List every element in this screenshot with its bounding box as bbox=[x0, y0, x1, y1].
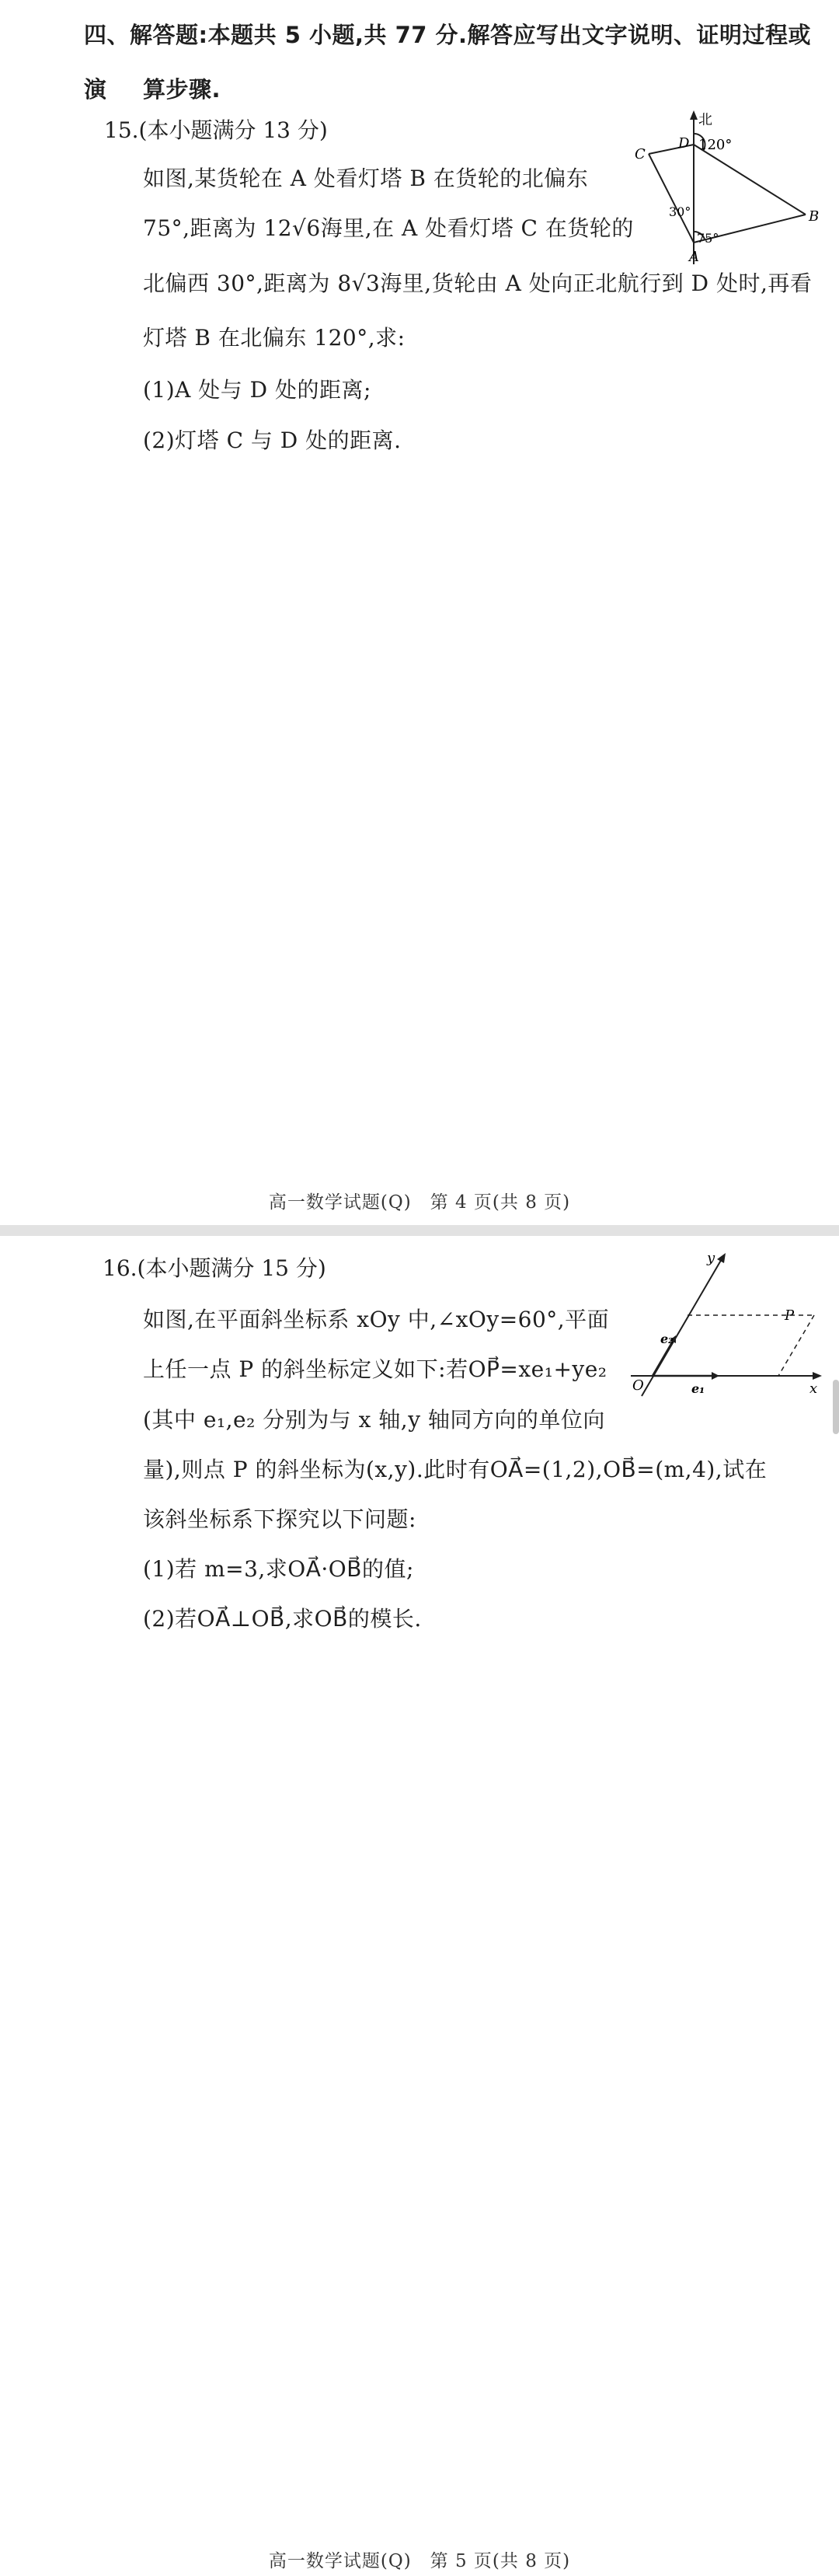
segment-DB bbox=[694, 145, 806, 215]
axis-label-x: x bbox=[809, 1380, 818, 1397]
point-label-P: P bbox=[785, 1307, 795, 1324]
x-arrowhead bbox=[813, 1372, 822, 1380]
exam-page-5 bbox=[0, 1236, 839, 2576]
e2-label: e₂ bbox=[660, 1332, 674, 1346]
point-label-C: C bbox=[635, 146, 646, 162]
point-label-A: A bbox=[689, 249, 699, 265]
angle-label-75: 75° bbox=[697, 231, 719, 246]
question-15-line: 北偏西 30°,距离为 8√3海里,货轮由 A 处向正北航行到 D 处时,再看 bbox=[143, 271, 813, 296]
question-16-line: 上任一点 P 的斜坐标定义如下:若OP⃗=xe₁+ye₂ bbox=[143, 1356, 607, 1382]
question-16-line: 如图,在平面斜坐标系 xOy 中,∠xOy=60°,平面 bbox=[143, 1307, 610, 1332]
section-heading-line1: 四、解答题:本题共 5 小题,共 77 分.解答应写出文字说明、证明过程或演 bbox=[84, 22, 812, 103]
question-15-line: (1)A 处与 D 处的距离; bbox=[143, 377, 371, 403]
scrollbar-thumb[interactable] bbox=[833, 1380, 839, 1434]
exam-page-4 bbox=[0, 0, 839, 1225]
angle-label-D: 120° bbox=[698, 137, 733, 153]
point-label-D: D bbox=[678, 135, 690, 152]
question-16-line: (其中 e₁,e₂ 分别为与 x 轴,y 轴同方向的单位向 bbox=[143, 1407, 605, 1433]
point-label-B: B bbox=[809, 208, 820, 225]
question-15-line: 75°,距离为 12√6海里,在 A 处看灯塔 C 在货轮的 bbox=[143, 215, 634, 241]
e1-label: e₁ bbox=[691, 1381, 705, 1396]
parallelogram-right bbox=[778, 1315, 814, 1376]
page-footer: 高一数学试题(Q) 第 4 页(共 8 页) bbox=[268, 1192, 571, 1213]
e1-arrowhead bbox=[712, 1372, 719, 1380]
segment-CA bbox=[649, 154, 694, 243]
section-heading-line2: 算步骤. bbox=[143, 76, 221, 103]
question-16-line: (1)若 m=3,求OA⃗·OB⃗的值; bbox=[143, 1556, 414, 1582]
angle-label-30: 30° bbox=[669, 204, 691, 219]
page-separator bbox=[0, 1225, 839, 1236]
north-label: 北 bbox=[698, 112, 712, 128]
axis-label-y: y bbox=[707, 1251, 715, 1266]
y-arrowhead bbox=[717, 1253, 726, 1263]
question-15-number: 15.(本小题满分 13 分) bbox=[104, 117, 328, 143]
question-15-line: (2)灯塔 C 与 D 处的距离. bbox=[143, 428, 402, 453]
question-15-line: 如图,某货轮在 A 处看灯塔 B 在货轮的北偏东 bbox=[143, 166, 589, 191]
question-16-line: 该斜坐标系下探究以下问题: bbox=[143, 1506, 416, 1532]
origin-label-O: O bbox=[632, 1377, 644, 1394]
question-16-line: (2)若OA⃗⊥OB⃗,求OB⃗的模长. bbox=[143, 1606, 422, 1632]
question-16-figure bbox=[629, 1251, 823, 1399]
north-arrowhead bbox=[690, 110, 698, 120]
question-16-line: 量),则点 P 的斜坐标为(x,y).此时有OA⃗=(1,2),OB⃗=(m,4),试在 bbox=[143, 1457, 768, 1482]
page-footer: 高一数学试题(Q) 第 5 页(共 8 页) bbox=[268, 2551, 571, 2571]
question-15-figure bbox=[633, 109, 827, 272]
question-15-line: 灯塔 B 在北偏东 120°,求: bbox=[143, 325, 406, 351]
question-16-number: 16.(本小题满分 15 分) bbox=[103, 1255, 326, 1281]
